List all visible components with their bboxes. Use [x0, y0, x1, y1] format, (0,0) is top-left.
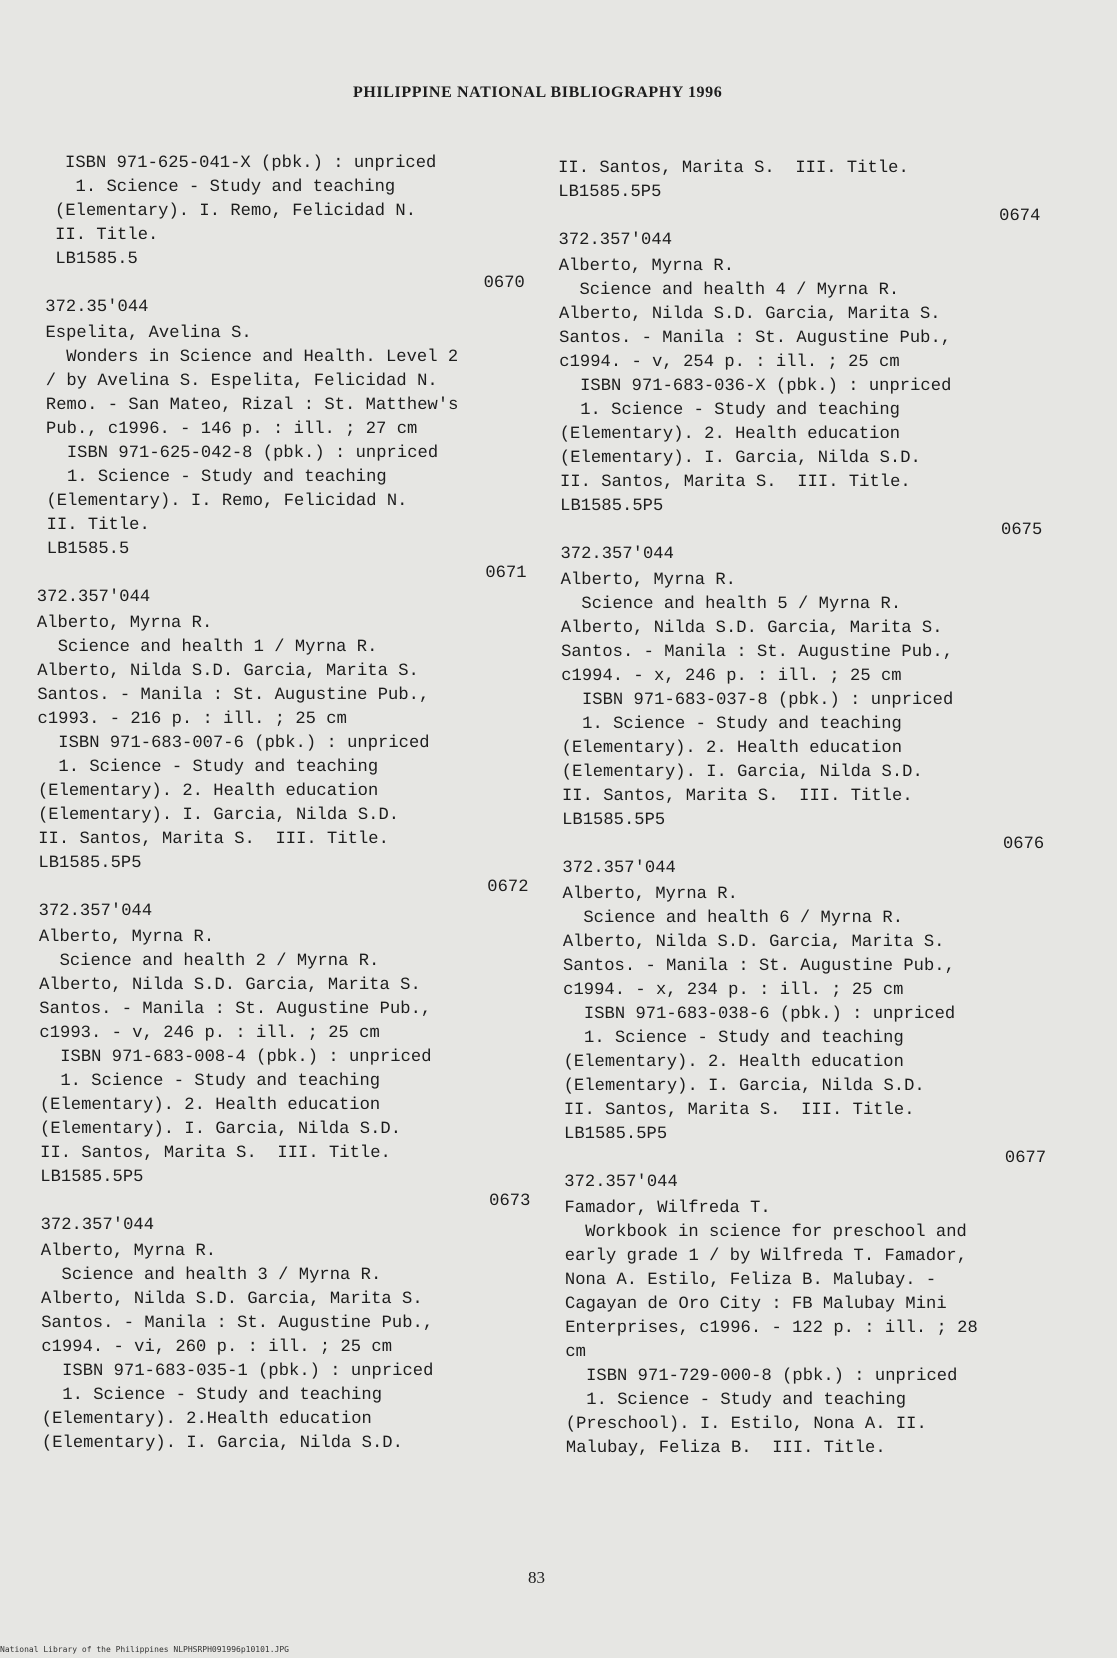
entry-line: Alberto, Myrna R. — [38, 928, 215, 947]
entry-line: 1. Science - Study and teaching — [34, 178, 396, 197]
entry-line: Malubay, Feliza B. III. Title. — [565, 1439, 886, 1458]
entry-line: 372.357'044 — [558, 231, 673, 250]
entry-line: 372.357'044 — [564, 1173, 678, 1192]
entry-line: (Elementary). I. Garcia, Nilda S.D. — [561, 763, 923, 782]
entry-number: 0675 — [1000, 521, 1043, 540]
entry-line: Enterprises, c1996. - 122 p. : ill. ; 28 — [565, 1319, 978, 1338]
entry-number: 0672 — [487, 878, 529, 897]
entry-line: c1993. - v, 246 p. : ill. ; 25 cm — [39, 1024, 380, 1043]
entry-number: 0677 — [1004, 1149, 1047, 1168]
entry-number: 0674 — [999, 207, 1041, 226]
entry-line: ISBN 971-683-008-4 (pbk.) : unpriced — [39, 1048, 432, 1067]
entry-line: LB1585.5P5 — [560, 497, 664, 516]
entry-line: 1. Science - Study and teaching — [41, 1386, 383, 1405]
entry-line: (Preschool). I. Estilo, Nona A. II. — [565, 1415, 927, 1434]
entry-line: LB1585.5P5 — [563, 1125, 668, 1144]
entry-line: LB1585.5 — [36, 540, 130, 559]
entry-line: 1. Science - Study and teaching — [37, 758, 379, 777]
entry-line: (Elementary). I. Remo, Felicidad N. — [36, 492, 408, 511]
entry-line: Alberto, Nilda S.D. Garcia, Marita S. — [39, 976, 421, 995]
entry-line: Workbook in science for preschool and — [564, 1223, 967, 1242]
entry-line: Santos. - Manila : St. Augustine Pub., — [562, 957, 955, 976]
entry-line: Famador, Wilfreda T. — [564, 1199, 771, 1218]
page-header-title: PHILIPPINE NATIONAL BIBLIOGRAPHY 1996 — [353, 84, 723, 101]
entry-line: LB1585.5P5 — [558, 183, 662, 202]
entry-line: Alberto, Myrna R. — [558, 257, 735, 276]
entry-line: Santos. - Manila : St. Augustine Pub., — [37, 686, 430, 705]
entry-line: 1. Science - Study and teaching — [561, 715, 902, 734]
entry-line: (Elementary). I. Garcia, Nilda S.D. — [559, 449, 921, 468]
entry-line: (Elementary). 2.Health education — [41, 1410, 372, 1429]
entry-line: Alberto, Nilda S.D. Garcia, Marita S. — [558, 305, 941, 324]
entry-line: LB1585.5P5 — [38, 854, 142, 873]
entry-line: Science and health 3 / Myrna R. — [40, 1266, 382, 1285]
entry-number: 0673 — [489, 1192, 531, 1211]
entry-line: 1. Science - Study and teaching — [35, 468, 387, 487]
entry-line: Alberto, Myrna R. — [560, 571, 737, 590]
entry-line: II. Santos, Marita S. III. Title. — [40, 1144, 391, 1163]
entry-line: LB1585.5 — [34, 250, 138, 269]
entry-line: (Elementary). 2. Health education — [561, 739, 903, 758]
entry-line: Pub., c1996. - 146 p. : ill. ; 27 cm — [35, 420, 418, 439]
entry-line: cm — [565, 1343, 587, 1362]
entry-line: II. Santos, Marita S. III. Title. — [563, 1101, 915, 1120]
scan-footer: National Library of the Philippines NLPHSRPH091996p10101.JPG — [0, 1645, 289, 1654]
entry-line: Alberto, Nilda S.D. Garcia, Marita S. — [37, 662, 419, 681]
entry-line: Santos. - Manila : St. Augustine Pub., — [560, 643, 954, 662]
entry-line: ISBN 971-729-000-8 (pbk.) : unpriced — [565, 1367, 958, 1386]
entry-line: LB1585.5P5 — [562, 811, 666, 830]
entry-line: (Elementary). 2. Health education — [563, 1053, 904, 1072]
entry-line: Remo. - San Mateo, Rizal : St. Matthew's — [35, 396, 459, 415]
entry-line: Santos. - Manila : St. Augustine Pub., — [559, 329, 952, 348]
entry-line: Alberto, Nilda S.D. Garcia, Marita S. — [560, 619, 943, 638]
entry-line: Santos. - Manila : St. Augustine Pub., — [41, 1314, 434, 1333]
entry-line: / by Avelina S. Espelita, Felicidad N. — [35, 372, 438, 391]
entry-line: Wonders in Science and Health. Level 2 — [35, 348, 459, 367]
entry-line: 372.357'044 — [40, 1216, 155, 1235]
page-number: 83 — [528, 1568, 545, 1587]
entry-line: (Elementary). I. Garcia, Nilda S.D. — [563, 1077, 925, 1096]
entry-line: 372.35'044 — [34, 298, 149, 317]
entry-line: 372.357'044 — [38, 902, 153, 921]
entry-line: Alberto, Nilda S.D. Garcia, Marita S. — [562, 933, 945, 952]
entry-line: Science and health 6 / Myrna R. — [562, 909, 904, 928]
entry-line: II. Santos, Marita S. III. Title. — [559, 473, 911, 492]
entry-line: Nona A. Estilo, Feliza B. Malubay. - — [564, 1271, 937, 1290]
entry-line: ISBN 971-683-007-6 (pbk.) : unpriced — [37, 734, 430, 753]
entry-line: (Elementary). I. Garcia, Nilda S.D. — [41, 1434, 403, 1453]
entry-line: 372.357'044 — [36, 588, 151, 607]
entry-line: Science and health 1 / Myrna R. — [36, 638, 378, 657]
entry-line: (Elementary). 2. Health education — [37, 782, 379, 801]
entry-line: 372.357'044 — [560, 545, 674, 564]
entry-line: c1994. - v, 254 p. : ill. ; 25 cm — [559, 353, 900, 372]
entry-line: (Elementary). 2. Health education — [559, 425, 901, 444]
entry-line: ISBN 971-625-042-8 (pbk.) : unpriced — [35, 444, 439, 463]
entry-line: II. Santos, Marita S. III. Title. — [561, 787, 913, 806]
entry-line: Alberto, Myrna R. — [562, 885, 738, 904]
entry-line: II. Santos, Marita S. III. Title. — [558, 159, 909, 178]
entry-line: c1994. - x, 234 p. : ill. ; 25 cm — [563, 981, 904, 1000]
entry-line: (Elementary). I. Remo, Felicidad N. — [34, 202, 417, 221]
entry-line: Science and health 4 / Myrna R. — [558, 281, 900, 300]
entry-line: 1. Science - Study and teaching — [39, 1072, 381, 1091]
entry-line: c1994. - x, 246 p. : ill. ; 25 cm — [561, 667, 902, 686]
entry-line: ISBN 971-683-035-1 (pbk.) : unpriced — [41, 1362, 434, 1381]
entry-line: (Elementary). I. Garcia, Nilda S.D. — [39, 1120, 402, 1139]
entry-line: Science and health 2 / Myrna R. — [38, 952, 380, 971]
entry-line: 372.357'044 — [562, 859, 676, 878]
entry-line: Cagayan de Oro City : FB Malubay Mini — [564, 1295, 947, 1314]
entry-line: 1. Science - Study and teaching — [565, 1391, 907, 1410]
entry-line: II. Title. — [36, 516, 150, 535]
entry-line: ISBN 971-625-041-X (pbk.) : unpriced — [34, 154, 437, 173]
left-column — [34, 152, 532, 1456]
entry-line: Science and health 5 / Myrna R. — [560, 595, 902, 614]
entry-line: (Elementary). I. Garcia, Nilda S.D. — [38, 806, 400, 825]
entry-line: Santos. - Manila : St. Augustine Pub., — [39, 1000, 432, 1019]
entry-line: (Elementary). 2. Health education — [39, 1096, 381, 1115]
entry-line: 1. Science - Study and teaching — [563, 1029, 904, 1048]
entry-line: Alberto, Nilda S.D. Garcia, Marita S. — [40, 1290, 423, 1309]
entry-number: 0670 — [483, 274, 525, 293]
entry-line: ISBN 971-683-037-8 (pbk.) : unpriced — [561, 691, 954, 710]
entry-line: II. Santos, Marita S. III. Title. — [38, 830, 389, 849]
entry-line: II. Title. — [34, 226, 159, 245]
entry-line: LB1585.5P5 — [40, 1168, 144, 1187]
entry-line: early grade 1 / by Wilfreda T. Famador, — [564, 1247, 968, 1266]
entry-line: ISBN 971-683-036-X (pbk.) : unpriced — [559, 377, 952, 396]
right-column — [558, 157, 1048, 1461]
entry-line: 1. Science - Study and teaching — [559, 401, 900, 420]
entry-number: 0676 — [1002, 835, 1045, 854]
entry-line: Alberto, Myrna R. — [36, 614, 213, 633]
entry-line: c1994. - vi, 260 p. : ill. ; 25 cm — [41, 1338, 393, 1357]
entry-line: Alberto, Myrna R. — [40, 1242, 217, 1261]
entry-line: c1993. - 216 p. : ill. ; 25 cm — [37, 710, 347, 729]
entry-line: ISBN 971-683-038-6 (pbk.) : unpriced — [563, 1005, 956, 1024]
entry-number: 0671 — [485, 564, 527, 583]
entry-line: Espelita, Avelina S. — [35, 324, 252, 343]
